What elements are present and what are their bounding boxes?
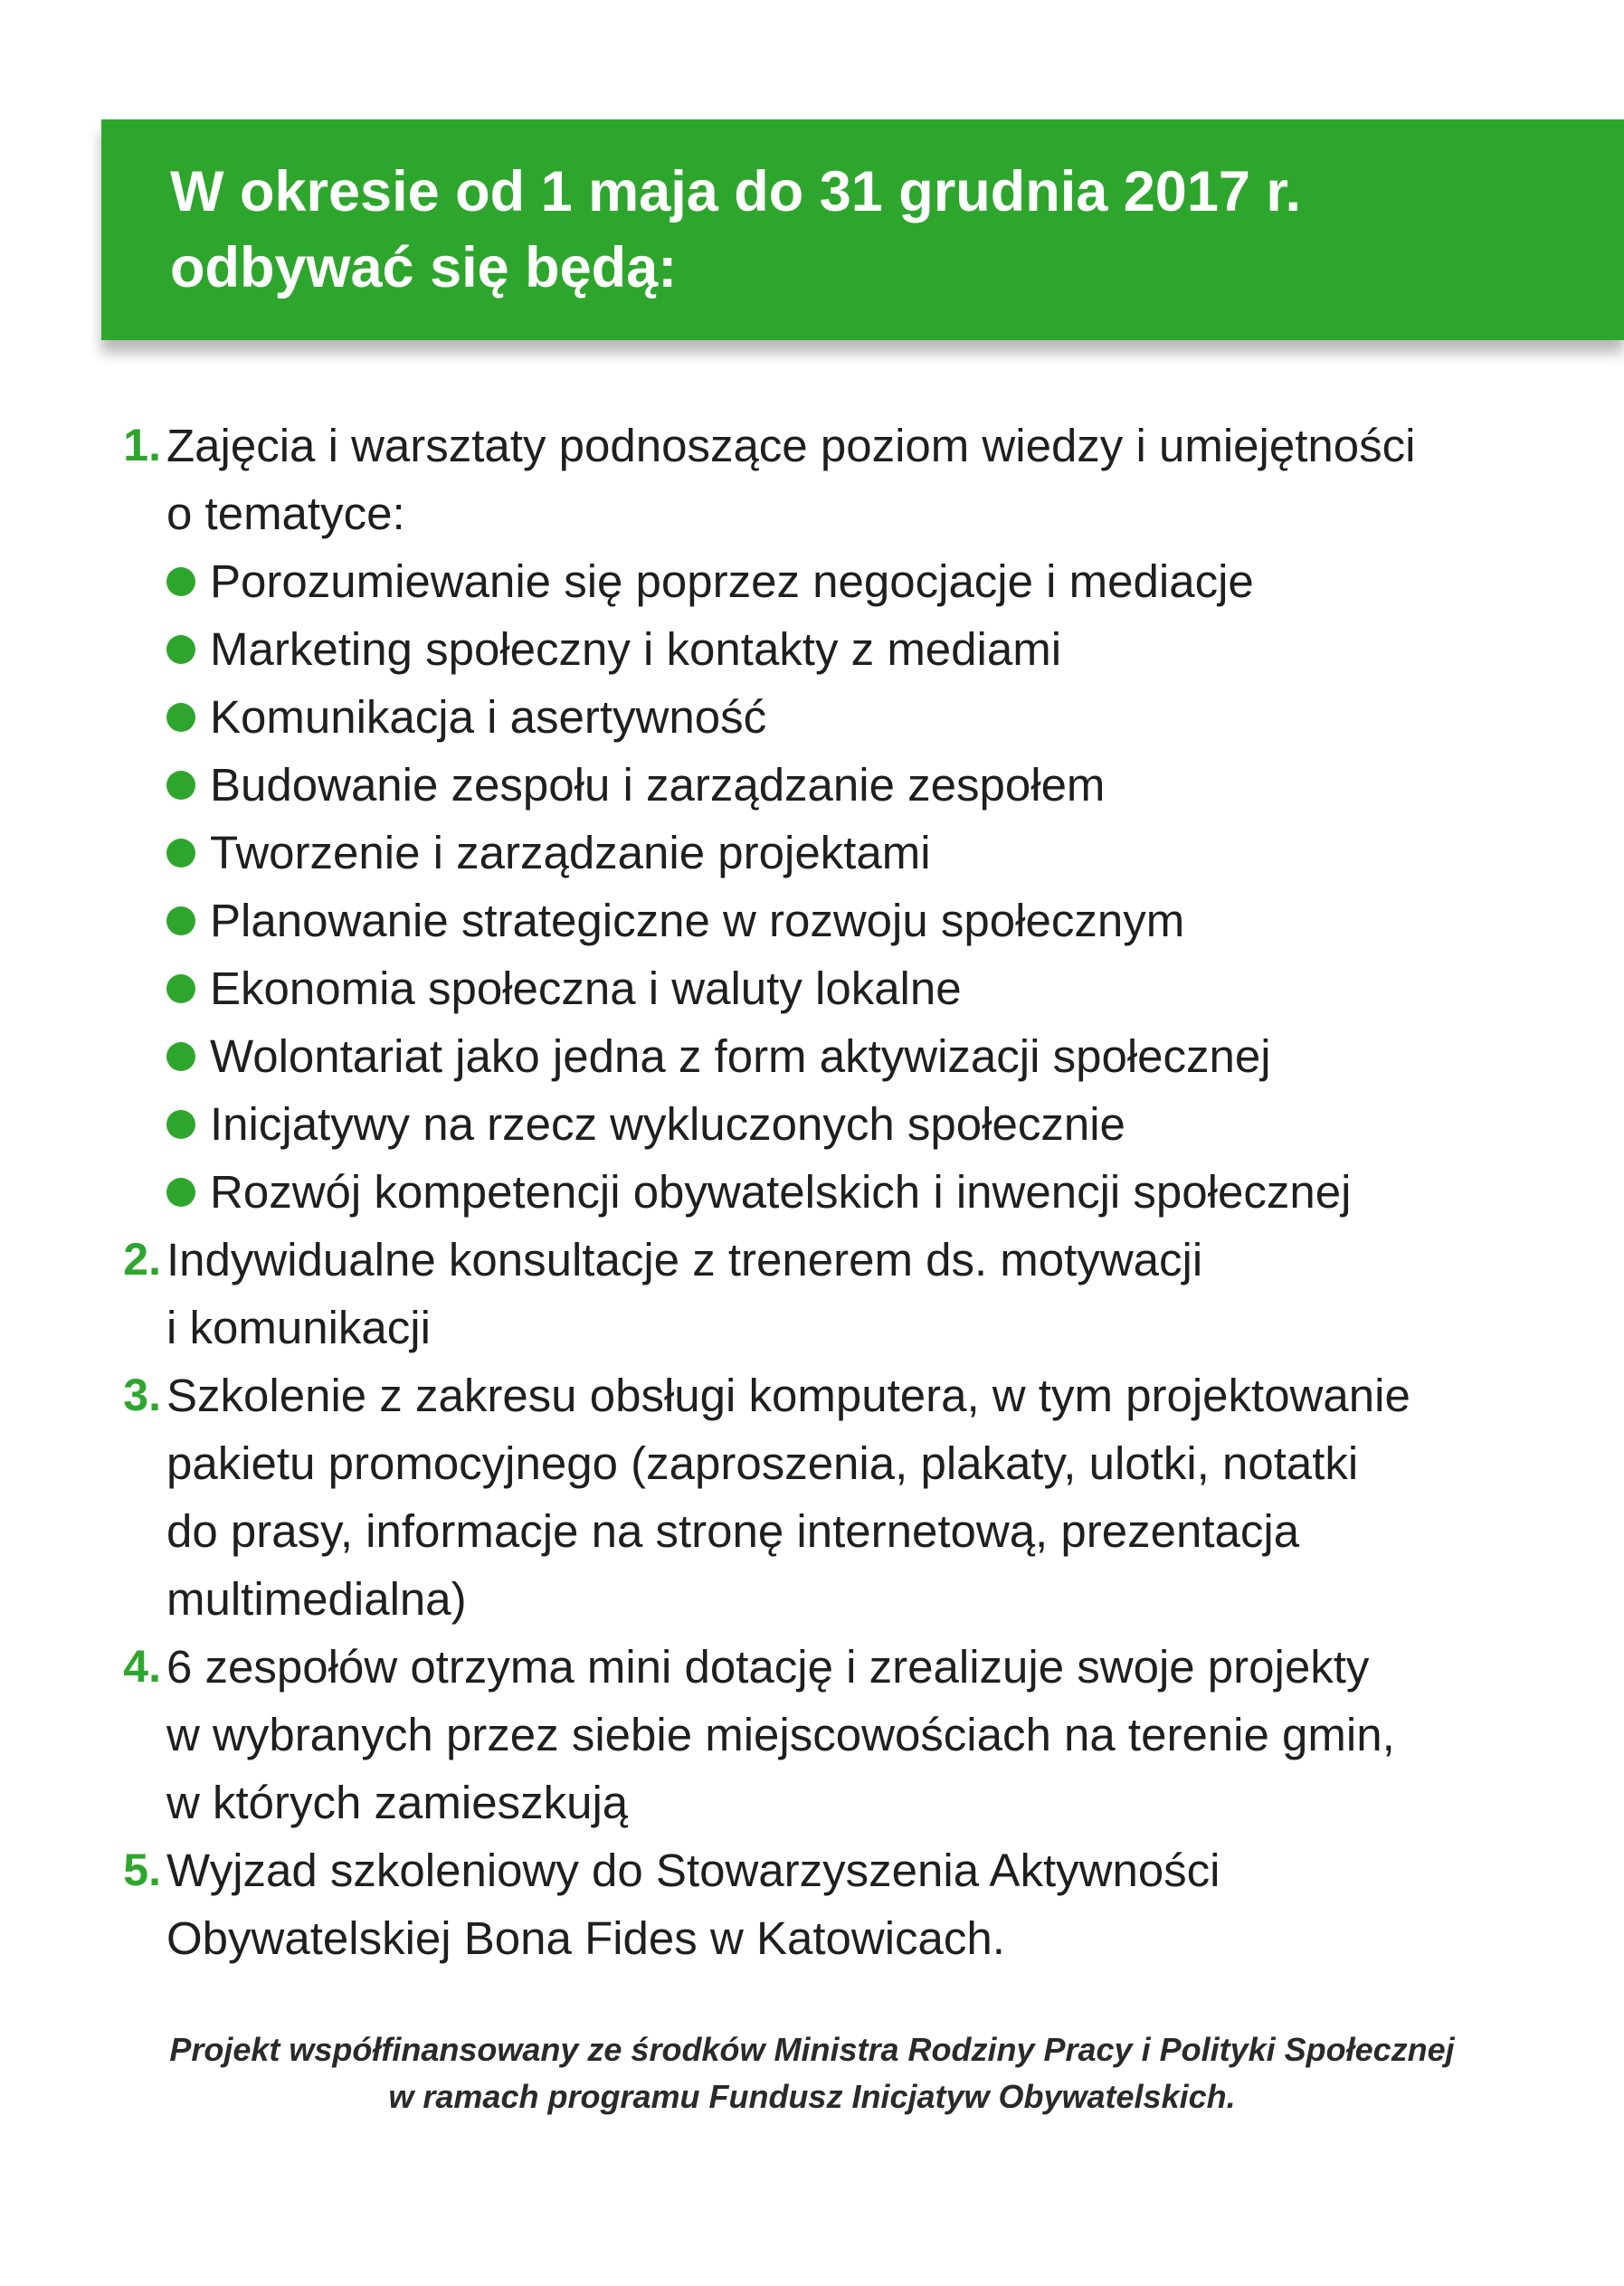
green-bullet-icon bbox=[166, 1042, 195, 1071]
green-bullet-icon bbox=[166, 1178, 195, 1207]
topic-text: Porozumiewanie się poprzez negocjacje i mediacje bbox=[210, 555, 1254, 607]
program-list bbox=[101, 412, 1567, 1972]
topic-text: Budowanie zespołu i zarządzanie zespołem bbox=[210, 759, 1106, 811]
list-item-1 bbox=[101, 412, 1567, 1226]
item-body bbox=[166, 1633, 1567, 1836]
header-banner bbox=[101, 119, 1624, 340]
funding-note-line-1: Projekt współfinansowany ze środków Ministra Rodziny Pracy i Polityki Społecznej bbox=[169, 2031, 1455, 2068]
funding-note-line-2: w ramach programu Fundusz Inicjatyw Obywatelskich. bbox=[388, 2078, 1236, 2115]
item-body bbox=[166, 1361, 1567, 1633]
topic-text: Inicjatywy na rzecz wykluczonych społecznie bbox=[210, 1098, 1125, 1150]
list-item-4 bbox=[101, 1633, 1567, 1836]
topic-bullet bbox=[166, 1022, 1567, 1090]
item-text-line: do prasy, informacje na stronę internetową, prezentacja bbox=[166, 1505, 1300, 1557]
item-text-line: Zajęcia i warsztaty podnoszące poziom wiedzy i umiejętności bbox=[166, 420, 1416, 471]
item-body bbox=[166, 1836, 1567, 1972]
list-item-3 bbox=[101, 1361, 1567, 1633]
item-number: 2. bbox=[123, 1234, 161, 1285]
topic-bullet bbox=[166, 954, 1567, 1022]
item-text-line: 6 zespołów otrzyma mini dotację i zrealizuje swoje projekty bbox=[166, 1641, 1370, 1693]
item-text-line: Szkolenie z zakresu obsługi komputera, w tym projektowanie bbox=[166, 1370, 1410, 1421]
item-text-line: Wyjzad szkoleniowy do Stowarzyszenia Aktywności bbox=[166, 1845, 1220, 1896]
header-title-line-2: odbywać się będą: bbox=[170, 236, 678, 299]
item-text-line: Indywidualne konsultacje z trenerem ds. motywacji bbox=[166, 1234, 1203, 1285]
topic-text: Rozwój kompetencji obywatelskich i inwencji społecznej bbox=[210, 1166, 1352, 1218]
item-text-line: multimedialna) bbox=[166, 1573, 467, 1625]
green-bullet-icon bbox=[166, 974, 195, 1003]
green-bullet-icon bbox=[166, 635, 195, 664]
item-text-line: w wybranych przez siebie miejscowościach na terenie gmin, bbox=[166, 1709, 1395, 1760]
item-text-line: o tematyce: bbox=[166, 488, 405, 539]
green-bullet-icon bbox=[166, 703, 195, 732]
item-text-line: Obywatelskiej Bona Fides w Katowicach. bbox=[166, 1912, 1005, 1964]
item-text-line: pakietu promocyjnego (zaproszenia, plakaty, ulotki, notatki bbox=[166, 1437, 1359, 1489]
item-text-line: i komunikacji bbox=[166, 1302, 431, 1353]
green-bullet-icon bbox=[166, 839, 195, 868]
topic-bullet bbox=[166, 819, 1567, 887]
item-number: 3. bbox=[123, 1370, 161, 1420]
topic-text: Marketing społeczny i kontakty z mediami bbox=[210, 623, 1062, 675]
green-bullet-icon bbox=[166, 1110, 195, 1139]
item-text-line: w których zamieszkują bbox=[166, 1777, 629, 1828]
topic-text: Planowanie strategiczne w rozwoju społecznym bbox=[210, 895, 1185, 946]
green-bullet-icon bbox=[166, 771, 195, 800]
topic-bullet bbox=[166, 683, 1567, 751]
item-number: 1. bbox=[123, 420, 161, 470]
topic-text: Ekonomia społeczna i waluty lokalne bbox=[210, 963, 962, 1014]
topic-text: Wolontariat jako jedna z form aktywizacji społecznej bbox=[210, 1030, 1271, 1082]
header-title-line-1: W okresie od 1 maja do 31 grudnia 2017 r. bbox=[170, 160, 1301, 223]
item-number: 4. bbox=[123, 1641, 161, 1692]
green-bullet-icon bbox=[166, 567, 195, 596]
topic-bullet-list bbox=[166, 547, 1567, 1226]
topic-text: Komunikacja i asertywność bbox=[210, 691, 767, 743]
topic-text: Tworzenie i zarządzanie projektami bbox=[210, 827, 931, 878]
topic-bullet bbox=[166, 1090, 1567, 1158]
item-number: 5. bbox=[123, 1845, 161, 1895]
topic-bullet bbox=[166, 615, 1567, 683]
topic-bullet bbox=[166, 751, 1567, 819]
topic-bullet bbox=[166, 547, 1567, 615]
topic-bullet bbox=[166, 1158, 1567, 1226]
item-body bbox=[166, 412, 1567, 1226]
list-item-2 bbox=[101, 1226, 1567, 1361]
list-item-5 bbox=[101, 1836, 1567, 1972]
funding-note bbox=[0, 2026, 1624, 2120]
topic-bullet bbox=[166, 887, 1567, 954]
item-body bbox=[166, 1226, 1567, 1361]
green-bullet-icon bbox=[166, 906, 195, 935]
